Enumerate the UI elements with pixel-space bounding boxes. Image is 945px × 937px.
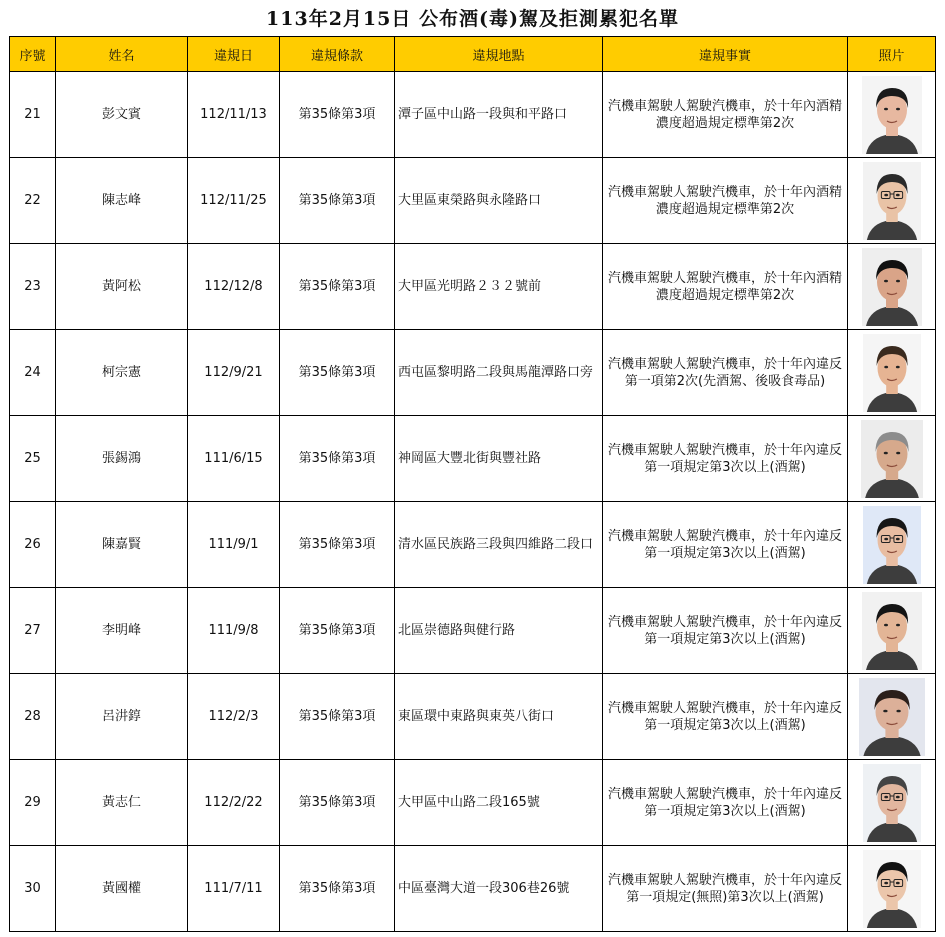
- page-title: 113年2月15日 公布酒(毒)駕及拒測累犯名單: [266, 8, 679, 30]
- person-photo: [859, 678, 925, 756]
- header-row: [10, 37, 936, 72]
- table-row: [10, 244, 936, 330]
- table-row: [10, 588, 936, 674]
- violation-location: 大甲區光明路２３２號前: [395, 244, 603, 330]
- person-photo: [862, 248, 922, 326]
- person-photo: [863, 334, 921, 412]
- person-name: 張錫鴻: [56, 416, 188, 502]
- table-row: [10, 330, 936, 416]
- violation-location: 東區環中東路與東英八街口: [395, 674, 603, 760]
- col-header-name: 姓名: [56, 37, 188, 72]
- row-number: 23: [10, 244, 56, 330]
- violation-date: 112/11/13: [188, 72, 280, 158]
- photo-cell: [848, 674, 936, 760]
- person-name: 彭文賓: [56, 72, 188, 158]
- violation-article: 第35條第3項: [280, 502, 395, 588]
- person-photo: [863, 506, 921, 584]
- violation-fact: 汽機車駕駛人駕駛汽機車，於十年內酒精濃度超過規定標準第2次: [603, 244, 848, 330]
- table-row: [10, 502, 936, 588]
- photo-cell: [848, 244, 936, 330]
- violation-date: 112/9/21: [188, 330, 280, 416]
- table-row: [10, 760, 936, 846]
- violation-location: 中區臺灣大道一段306巷26號: [395, 846, 603, 932]
- col-header-date: 違規日: [188, 37, 280, 72]
- violation-date: 111/6/15: [188, 416, 280, 502]
- col-header-no: 序號: [10, 37, 56, 72]
- table-row: [10, 674, 936, 760]
- violation-date: 112/2/22: [188, 760, 280, 846]
- violation-article: 第35條第3項: [280, 158, 395, 244]
- person-photo: [863, 162, 921, 240]
- violation-fact: 汽機車駕駛人駕駛汽機車，於十年內違反第一項規定第3次以上(酒駕): [603, 760, 848, 846]
- violation-article: 第35條第3項: [280, 416, 395, 502]
- col-header-fact: 違規事實: [603, 37, 848, 72]
- person-photo: [863, 764, 921, 842]
- person-name: 陳志峰: [56, 158, 188, 244]
- violation-location: 潭子區中山路一段與和平路口: [395, 72, 603, 158]
- violation-article: 第35條第3項: [280, 846, 395, 932]
- violation-location: 神岡區大豐北街與豐社路: [395, 416, 603, 502]
- violation-fact: 汽機車駕駛人駕駛汽機車，於十年內違反第一項第2次(先酒駕、後吸食毒品): [603, 330, 848, 416]
- photo-cell: [848, 588, 936, 674]
- photo-cell: [848, 416, 936, 502]
- person-name: 黃國權: [56, 846, 188, 932]
- person-name: 柯宗憲: [56, 330, 188, 416]
- violation-date: 111/7/11: [188, 846, 280, 932]
- photo-cell: [848, 158, 936, 244]
- row-number: 30: [10, 846, 56, 932]
- violation-fact: 汽機車駕駛人駕駛汽機車，於十年內違反第一項規定第3次以上(酒駕): [603, 588, 848, 674]
- violation-fact: 汽機車駕駛人駕駛汽機車，於十年內酒精濃度超過規定標準第2次: [603, 72, 848, 158]
- person-name: 李明峰: [56, 588, 188, 674]
- photo-cell: [848, 72, 936, 158]
- table-row: [10, 846, 936, 932]
- violation-article: 第35條第3項: [280, 72, 395, 158]
- photo-cell: [848, 330, 936, 416]
- violation-article: 第35條第3項: [280, 588, 395, 674]
- person-photo: [861, 420, 923, 498]
- violation-location: 清水區民族路三段與四維路二段口: [395, 502, 603, 588]
- row-number: 28: [10, 674, 56, 760]
- violation-article: 第35條第3項: [280, 330, 395, 416]
- col-header-photo: 照片: [848, 37, 936, 72]
- person-photo: [862, 76, 922, 154]
- person-name: 呂汫錞: [56, 674, 188, 760]
- violation-fact: 汽機車駕駛人駕駛汽機車，於十年內違反第一項規定第3次以上(酒駕): [603, 674, 848, 760]
- violation-location: 北區崇德路與健行路: [395, 588, 603, 674]
- violation-location: 大里區東榮路與永隆路口: [395, 158, 603, 244]
- violation-date: 112/11/25: [188, 158, 280, 244]
- table-row: [10, 416, 936, 502]
- violation-date: 112/12/8: [188, 244, 280, 330]
- row-number: 25: [10, 416, 56, 502]
- table-row: [10, 158, 936, 244]
- col-header-location: 違規地點: [395, 37, 603, 72]
- person-photo: [862, 592, 922, 670]
- row-number: 27: [10, 588, 56, 674]
- person-name: 陳嘉賢: [56, 502, 188, 588]
- photo-cell: [848, 760, 936, 846]
- row-number: 21: [10, 72, 56, 158]
- violator-table: [9, 36, 936, 932]
- violation-fact: 汽機車駕駛人駕駛汽機車，於十年內違反第一項規定第3次以上(酒駕): [603, 416, 848, 502]
- violation-fact: 汽機車駕駛人駕駛汽機車，於十年內違反第一項規定第3次以上(酒駕): [603, 502, 848, 588]
- photo-cell: [848, 502, 936, 588]
- photo-cell: [848, 846, 936, 932]
- person-photo: [863, 850, 921, 928]
- person-name: 黃阿松: [56, 244, 188, 330]
- violation-location: 大甲區中山路二段165號: [395, 760, 603, 846]
- row-number: 26: [10, 502, 56, 588]
- row-number: 29: [10, 760, 56, 846]
- violation-date: 111/9/8: [188, 588, 280, 674]
- row-number: 22: [10, 158, 56, 244]
- violation-date: 111/9/1: [188, 502, 280, 588]
- violation-article: 第35條第3項: [280, 760, 395, 846]
- col-header-article: 違規條款: [280, 37, 395, 72]
- violation-article: 第35條第3項: [280, 244, 395, 330]
- violation-date: 112/2/3: [188, 674, 280, 760]
- violation-article: 第35條第3項: [280, 674, 395, 760]
- person-name: 黃志仁: [56, 760, 188, 846]
- row-number: 24: [10, 330, 56, 416]
- table-row: [10, 72, 936, 158]
- violation-fact: 汽機車駕駛人駕駛汽機車，於十年內違反第一項規定(無照)第3次以上(酒駕): [603, 846, 848, 932]
- violation-fact: 汽機車駕駛人駕駛汽機車，於十年內酒精濃度超過規定標準第2次: [603, 158, 848, 244]
- violation-location: 西屯區黎明路二段與馬龍潭路口旁: [395, 330, 603, 416]
